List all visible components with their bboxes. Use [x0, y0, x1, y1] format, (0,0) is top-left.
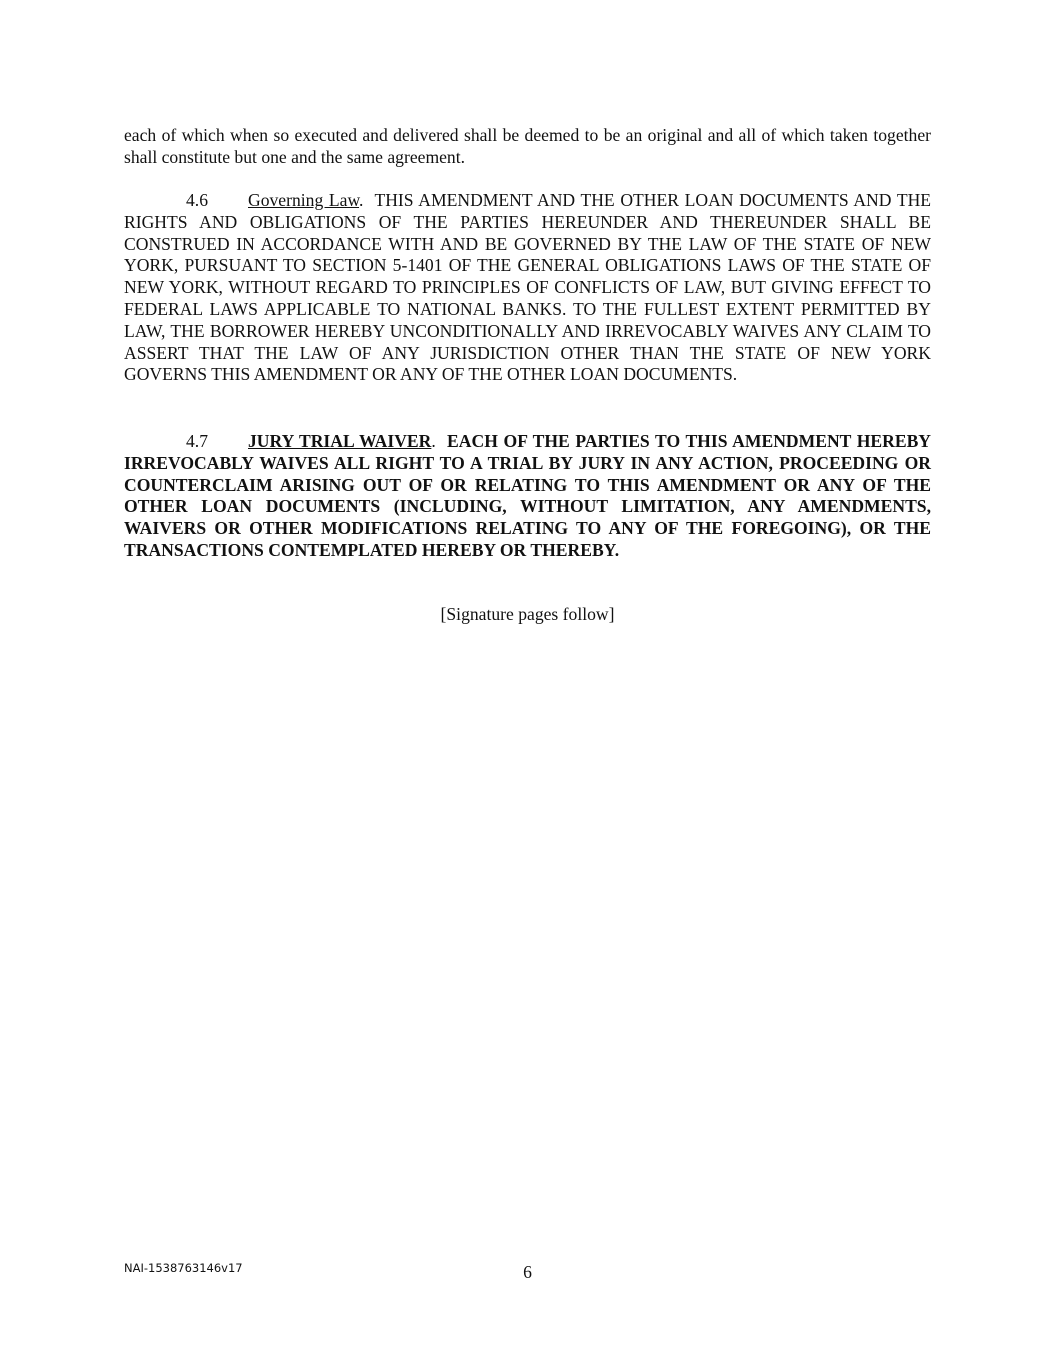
section-body: EACH OF THE PARTIES TO THIS AMENDMENT HEREBY IRREVOCABLY WAIVES ALL RIGHT TO A TRIAL BY JURY IN ANY ACTION, PROCEEDING OR COUNTERCLAIM ARISING OUT OF OR RELATING TO THIS AMENDMENT OR ANY OF THE OTHER LOAN DOCUMENTS (INCLUDING, WITHOUT LIMITATION, ANY AMENDMENTS, WAIVERS OR OTHER MODIFICATIONS RELATING TO ANY OF THE FOREGOING), OR THE TRANSACTIONS CONTEMPLATED HEREBY OR THEREBY.	[124, 431, 932, 560]
section-heading: JURY TRIAL WAIVER	[248, 431, 432, 451]
section-heading: Governing Law	[248, 190, 360, 210]
continuation-paragraph: each of which when so executed and delivered shall be deemed to be an original and all of which taken together shall constitute but one and the same agreement.	[124, 125, 931, 167]
section-number: 4.6	[186, 190, 208, 210]
document-id: NAI-1538763146v17	[124, 1261, 243, 1275]
section-governing-law	[124, 190, 931, 386]
page-number: 6	[523, 1262, 532, 1282]
section-number: 4.7	[186, 431, 208, 451]
section-heading-suffix: .	[359, 190, 364, 210]
section-jury-trial-waiver	[124, 431, 931, 562]
section-heading-suffix: .	[431, 431, 436, 451]
section-body: THIS AMENDMENT AND THE OTHER LOAN DOCUMENTS AND THE RIGHTS AND OBLIGATIONS OF THE PARTIES HEREUNDER AND THEREUNDER SHALL BE CONSTRUED IN ACCORDANCE WITH AND BE GOVERNED BY THE LAW OF THE STATE OF NEW YORK, PURSUANT TO SECTION 5-1401 OF THE GENERAL OBLIGATIONS LAWS OF THE STATE OF NEW YORK, WITHOUT REGARD TO PRINCIPLES OF CONFLICTS OF LAW, BUT GIVING EFFECT TO FEDERAL LAWS APPLICABLE TO NATIONAL BANKS. TO THE FULLEST EXTENT PERMITTED BY LAW, THE BORROWER HEREBY UNCONDITIONALLY AND IRREVOCABLY WAIVES ANY CLAIM TO ASSERT THAT THE LAW OF ANY JURISDICTION OTHER THAN THE STATE OF NEW YORK GOVERNS THIS AMENDMENT OR ANY OF THE OTHER LOAN DOCUMENTS.	[124, 190, 932, 385]
signature-note: [Signature pages follow]	[440, 604, 615, 624]
